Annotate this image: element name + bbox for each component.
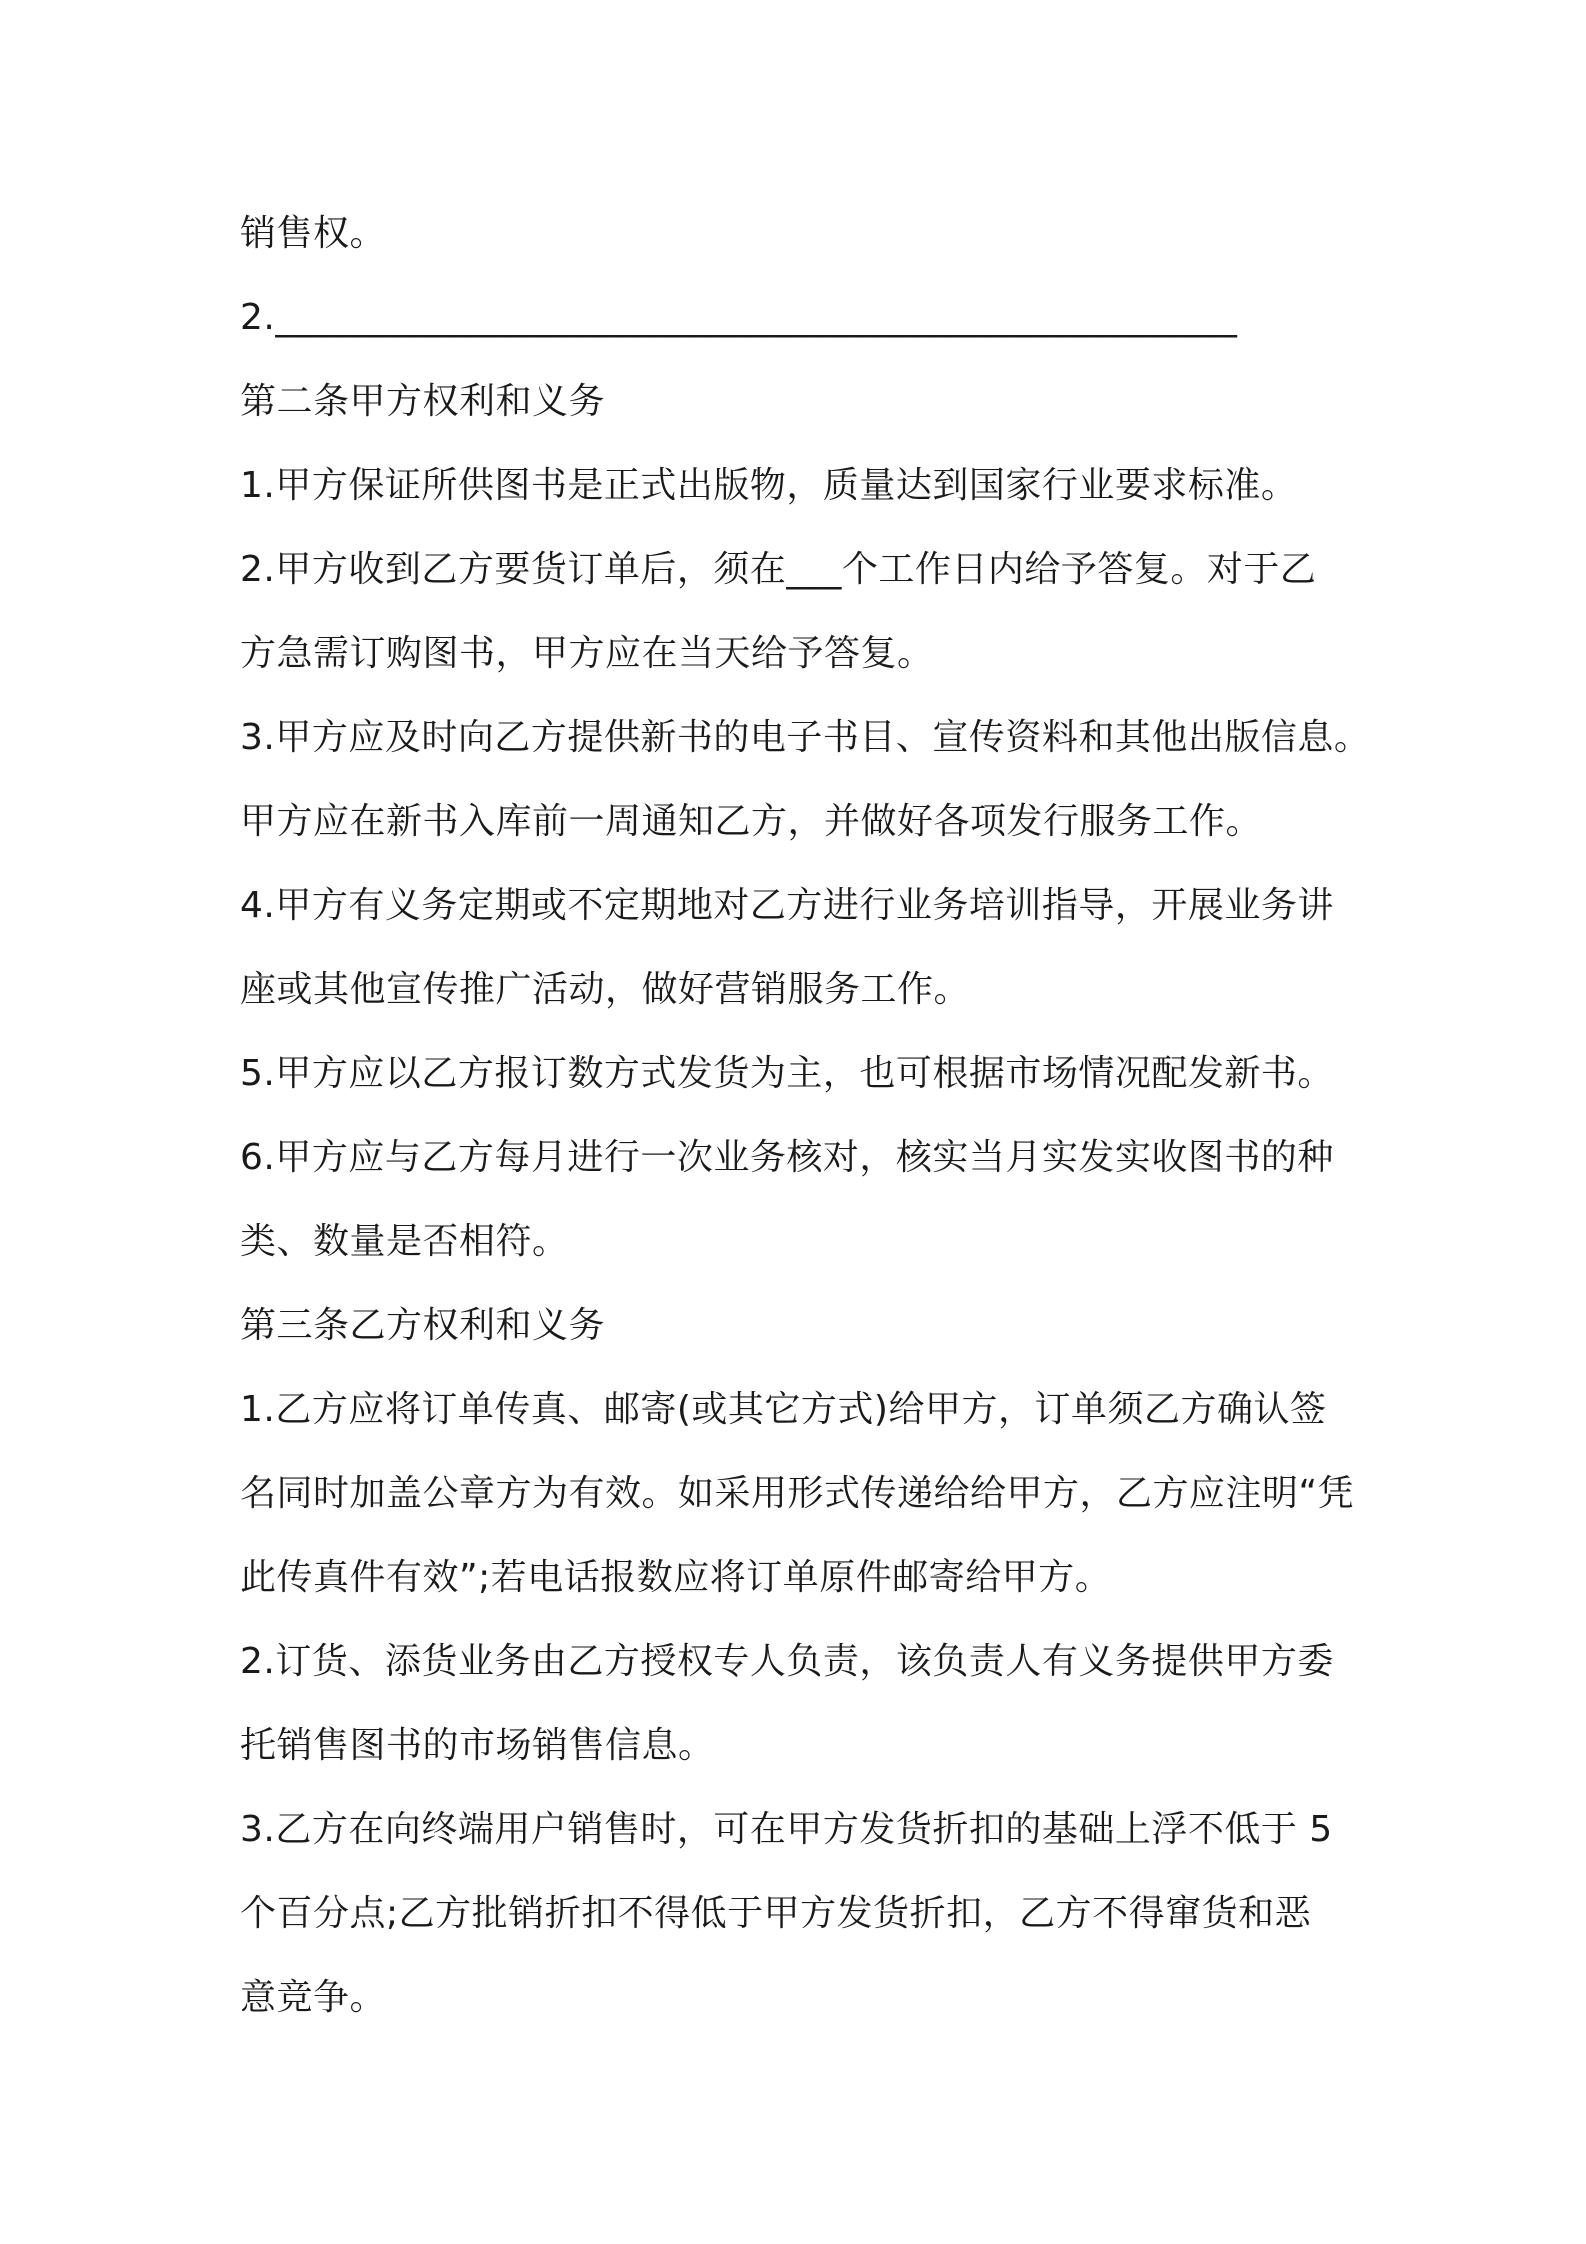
section-heading-3: 第三条乙方权利和义务	[240, 1305, 606, 1346]
text-line: 3.乙方在向终端用户销售时，可在甲方发货折扣的基础上浮不低于 5	[240, 1809, 1333, 1850]
text-line: 2.订货、添货业务由乙方授权专人负责，该负责人有义务提供甲方委	[240, 1641, 1334, 1682]
text-line: 1.乙方应将订单传真、邮寄(或其它方式)给甲方，订单须乙方确认签	[240, 1389, 1327, 1430]
document-body	[240, 192, 1370, 2040]
text-line: 4.甲方有义务定期或不定期地对乙方进行业务培训指导，开展业务讲	[240, 885, 1334, 926]
blank-fill-line: 2.____________________________________________________	[240, 297, 1238, 338]
text-line: 托销售图书的市场销售信息。	[240, 1725, 715, 1766]
text-line: 名同时加盖公章方为有效。如采用形式传递给给甲方，乙方应注明“凭	[240, 1473, 1355, 1514]
text-line: 类、数量是否相符。	[240, 1221, 569, 1262]
text-line: 1.甲方保证所供图书是正式出版物，质量达到国家行业要求标准。	[240, 465, 1298, 506]
text-line: 此传真件有效”;若电话报数应将订单原件邮寄给甲方。	[240, 1557, 1112, 1598]
text-line: 方急需订购图书，甲方应在当天给予答复。	[240, 633, 934, 674]
text-line: 座或其他宣传推广活动，做好营销服务工作。	[240, 969, 971, 1010]
text-line: 甲方应在新书入库前一周通知乙方，并做好各项发行服务工作。	[240, 801, 1263, 842]
text-line: 3.甲方应及时向乙方提供新书的电子书目、宣传资料和其他出版信息。	[240, 717, 1371, 758]
text-line: 意竞争。	[240, 1977, 387, 2018]
text-line: 5.甲方应以乙方报订数方式发货为主，也可根据市场情况配发新书。	[240, 1053, 1334, 1094]
text-line: 2.甲方收到乙方要货订单后，须在___个工作日内给予答复。对于乙	[240, 549, 1317, 590]
text-line: 个百分点;乙方批销折扣不得低于甲方发货折扣，乙方不得窜货和恶	[240, 1893, 1312, 1934]
text-line: 6.甲方应与乙方每月进行一次业务核对，核实当月实发实收图书的种	[240, 1137, 1334, 1178]
section-heading-2: 第二条甲方权利和义务	[240, 381, 606, 422]
text-line: 销售权。	[240, 213, 387, 254]
